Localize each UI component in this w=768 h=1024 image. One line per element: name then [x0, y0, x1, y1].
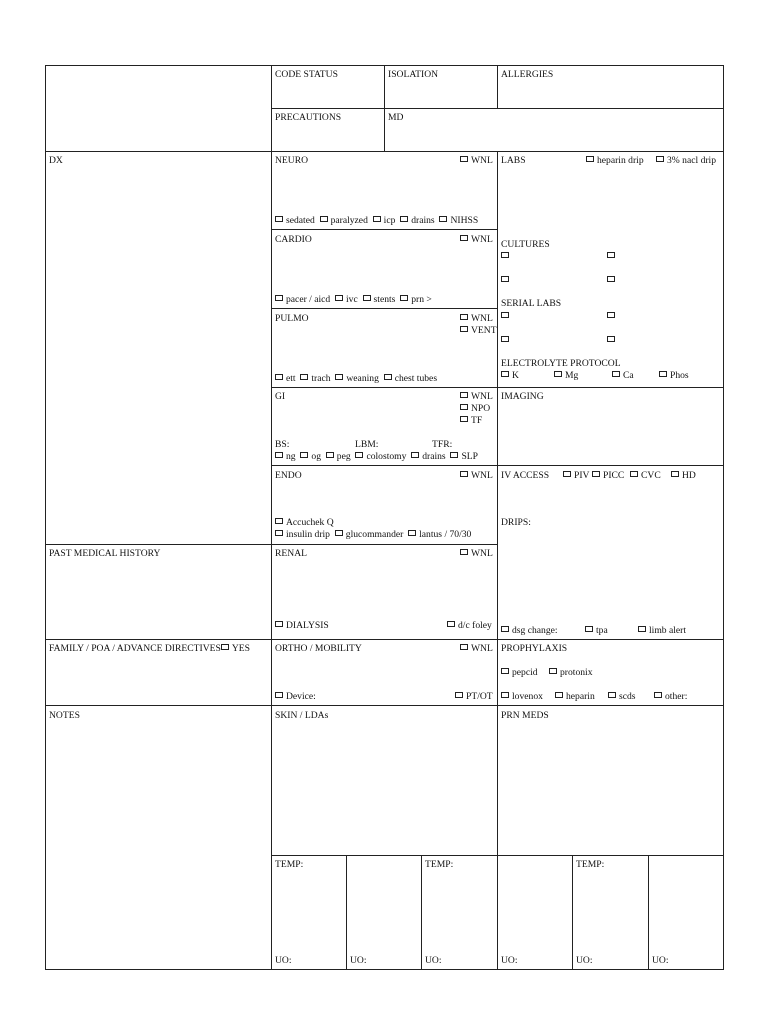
temp-label-1: TEMP: — [275, 859, 304, 870]
lovenox-option — [501, 691, 543, 702]
pepcid-option — [501, 667, 538, 678]
npo-label: NPO — [471, 403, 491, 414]
serial-checkbox-2 — [607, 311, 618, 322]
gi-wnl-checkbox[interactable] — [460, 392, 468, 398]
prn-label: prn > — [411, 294, 432, 305]
neuro-options — [275, 215, 478, 226]
left-row-notes — [45, 705, 272, 706]
k-option — [501, 370, 519, 381]
gi-drains-checkbox[interactable] — [411, 452, 419, 458]
device-label: Device: — [286, 691, 316, 702]
family-yes-checkbox[interactable] — [221, 644, 229, 650]
uo-label-1: UO: — [275, 955, 292, 966]
vitals-divider-2 — [421, 855, 422, 970]
scds-option — [608, 691, 636, 702]
cvc-label: CVC — [641, 470, 661, 481]
cardio-title: CARDIO — [275, 234, 312, 245]
ett-label: ett — [286, 373, 296, 384]
ptot-option — [455, 691, 493, 702]
dc-foley-checkbox[interactable] — [447, 621, 455, 627]
picc-checkbox[interactable] — [592, 471, 600, 477]
picc-label: PICC — [603, 470, 625, 481]
temp-label-2: TEMP: — [425, 859, 454, 870]
limb-alert-label: limb alert — [649, 625, 687, 636]
weaning-checkbox[interactable] — [335, 374, 343, 380]
cardio-wnl-label: WNL — [471, 234, 493, 245]
k-label: K — [512, 370, 519, 381]
chest-tubes-label: chest tubes — [394, 373, 438, 384]
cardio-options — [275, 294, 432, 305]
culture-cb-1[interactable] — [501, 252, 509, 258]
pulmo-title: PULMO — [275, 313, 309, 324]
vitals-divider-3 — [497, 855, 498, 970]
dc-foley-label: d/c foley — [458, 620, 492, 631]
renal-title: RENAL — [275, 548, 307, 559]
gi-drains-label: drains — [422, 451, 446, 462]
accuchek-option — [275, 517, 334, 528]
nacl-drip-label: 3% nacl drip — [667, 155, 717, 166]
trach-checkbox[interactable] — [300, 374, 308, 380]
protonix-label: protonix — [560, 667, 593, 678]
cvc-option — [630, 470, 661, 481]
piv-label: PIV — [574, 470, 590, 481]
mid-row-cardio — [271, 229, 498, 230]
og-label: og — [311, 451, 321, 462]
family-yes-label: YES — [231, 643, 250, 654]
pulmo-vent — [460, 325, 497, 336]
culture-checkbox-3 — [501, 275, 512, 286]
cardio-wnl — [460, 234, 493, 245]
serial-cb-3[interactable] — [501, 336, 509, 342]
pmh-label: PAST MEDICAL HISTORY — [49, 548, 161, 559]
scds-checkbox[interactable] — [608, 692, 616, 698]
dx-label: DX — [49, 155, 63, 166]
iv-access-title: IV ACCESS — [501, 470, 550, 481]
gi-tf — [460, 415, 482, 426]
paralyzed-checkbox[interactable] — [320, 216, 328, 222]
prn-meds-title: PRN MEDS — [501, 710, 549, 721]
bs-label: BS: — [275, 439, 290, 450]
neuro-drains-label: drains — [411, 215, 435, 226]
precautions-label: PRECAUTIONS — [275, 112, 342, 123]
piv-checkbox[interactable] — [563, 471, 571, 477]
gi-npo — [460, 403, 490, 414]
og-checkbox[interactable] — [300, 452, 308, 458]
col-divider-2b — [497, 151, 498, 856]
nihss-checkbox[interactable] — [439, 216, 447, 222]
family-text: FAMILY / POA / ADVANCE DIRECTIVES — [49, 643, 221, 654]
limb-alert-checkbox[interactable] — [638, 626, 646, 632]
mid-row-endo — [271, 465, 724, 466]
culture-cb-2[interactable] — [607, 252, 615, 258]
tpa-option — [585, 625, 608, 636]
colostomy-label: colostomy — [366, 451, 407, 462]
vitals-divider-5 — [648, 855, 649, 970]
weaning-label: weaning — [346, 373, 379, 384]
ca-checkbox[interactable] — [612, 371, 620, 377]
glucommander-label: glucommander — [345, 529, 404, 540]
nacl-drip-checkbox[interactable] — [656, 156, 664, 162]
neuro-drains-checkbox[interactable] — [400, 216, 408, 222]
serial-cb-1[interactable] — [501, 312, 509, 318]
serial-cb-4[interactable] — [607, 336, 615, 342]
nihss-label: NIHSS — [450, 215, 479, 226]
culture-cb-3[interactable] — [501, 276, 509, 282]
dsg-change-option — [501, 625, 558, 636]
ptot-checkbox[interactable] — [455, 692, 463, 698]
culture-cb-4[interactable] — [607, 276, 615, 282]
isolation-label: ISOLATION — [388, 69, 439, 80]
lantus-checkbox[interactable] — [408, 530, 416, 536]
uo-label-6: UO: — [652, 955, 669, 966]
pacer-checkbox[interactable] — [275, 295, 283, 301]
mid-row-skin — [271, 705, 724, 706]
chest-tubes-checkbox[interactable] — [384, 374, 392, 380]
serial-checkbox-1 — [501, 311, 512, 322]
vent-checkbox[interactable] — [460, 326, 468, 332]
mg-label: Mg — [565, 370, 579, 381]
dc-foley-option — [447, 620, 492, 631]
slp-label: SLP — [461, 451, 479, 462]
insulin-drip-label: insulin drip — [286, 529, 330, 540]
trach-label: trach — [311, 373, 331, 384]
culture-checkbox-2 — [607, 251, 618, 262]
ptot-label: PT/OT — [466, 691, 493, 702]
pepcid-checkbox[interactable] — [501, 668, 509, 674]
ortho-wnl-label: WNL — [471, 643, 493, 654]
mid-row-ortho — [271, 639, 724, 640]
tf-checkbox[interactable] — [460, 416, 468, 422]
pulmo-options — [275, 373, 437, 384]
drips-label: DRIPS: — [501, 517, 531, 528]
cvc-checkbox[interactable] — [630, 471, 638, 477]
gi-wnl — [460, 391, 493, 402]
ortho-wnl — [460, 643, 493, 654]
hd-label: HD — [682, 470, 696, 481]
mid-row-renal — [271, 544, 498, 545]
accuchek-checkbox[interactable] — [275, 518, 283, 524]
neuro-wnl — [460, 155, 493, 166]
neuro-title: NEURO — [275, 155, 309, 166]
gi-title: GI — [275, 391, 286, 402]
culture-checkbox-4 — [607, 275, 618, 286]
left-row-family — [45, 639, 272, 640]
col-divider-1 — [271, 65, 272, 970]
uo-label-3: UO: — [425, 955, 442, 966]
heparin-drip-option — [586, 155, 644, 166]
serial-checkbox-4 — [607, 335, 618, 346]
header-bottom-line — [45, 151, 724, 152]
dialysis-option — [275, 620, 329, 631]
limb-alert-option — [638, 625, 686, 636]
other-label: other: — [665, 691, 688, 702]
temp-label-3: TEMP: — [576, 859, 605, 870]
serial-labs-label: SERIAL LABS — [501, 298, 562, 309]
pulmo-wnl-checkbox[interactable] — [460, 314, 468, 320]
endo-wnl-checkbox[interactable] — [460, 471, 468, 477]
code-status-label: CODE STATUS — [275, 69, 338, 80]
accuchek-label: Accuchek Q — [286, 517, 334, 528]
notes-label: NOTES — [49, 710, 80, 721]
phos-option — [659, 370, 689, 381]
mg-checkbox[interactable] — [554, 371, 562, 377]
dsg-change-label: dsg change: — [512, 625, 558, 636]
picc-option — [592, 470, 624, 481]
mg-option — [554, 370, 578, 381]
lantus-label: lantus / 70/30 — [419, 529, 472, 540]
ivc-label: ivc — [346, 294, 358, 305]
tpa-label: tpa — [596, 625, 608, 636]
serial-cb-2[interactable] — [607, 312, 615, 318]
hd-option — [671, 470, 696, 481]
neuro-wnl-checkbox[interactable] — [460, 156, 468, 162]
ca-label: Ca — [623, 370, 634, 381]
frame-bottom — [45, 969, 724, 970]
piv-option — [563, 470, 589, 481]
proph-heparin-option — [555, 691, 595, 702]
tfr-label: TFR: — [432, 439, 453, 450]
pepcid-label: pepcid — [512, 667, 538, 678]
dialysis-label: DIALYSIS — [286, 620, 329, 631]
pacer-label: pacer / aicd — [286, 294, 331, 305]
ng-label: ng — [286, 451, 296, 462]
nacl-drip-option — [656, 155, 716, 166]
header-row-line — [271, 108, 724, 109]
renal-wnl-checkbox[interactable] — [460, 549, 468, 555]
cardio-wnl-checkbox[interactable] — [460, 235, 468, 241]
phos-checkbox[interactable] — [659, 371, 667, 377]
frame-left — [45, 65, 46, 970]
other-checkbox[interactable] — [654, 692, 662, 698]
ortho-title: ORTHO / MOBILITY — [275, 643, 362, 654]
device-option — [275, 691, 316, 702]
neuro-wnl-label: WNL — [471, 155, 493, 166]
imaging-title: IMAGING — [501, 391, 544, 402]
prn-checkbox[interactable] — [400, 295, 408, 301]
npo-checkbox[interactable] — [460, 404, 468, 410]
stents-label: stents — [373, 294, 396, 305]
sedated-label: sedated — [286, 215, 315, 226]
uo-label-5: UO: — [576, 955, 593, 966]
frame-right — [723, 65, 724, 970]
pulmo-wnl — [460, 313, 493, 324]
allergies-label: ALLERGIES — [501, 69, 554, 80]
stents-checkbox[interactable] — [363, 295, 371, 301]
icp-label: icp — [383, 215, 396, 226]
lovenox-label: lovenox — [512, 691, 543, 702]
proph-heparin-checkbox[interactable] — [555, 692, 563, 698]
hd-checkbox[interactable] — [671, 471, 679, 477]
md-label: MD — [388, 112, 404, 123]
skin-title: SKIN / LDAs — [275, 710, 329, 721]
insulin-drip-checkbox[interactable] — [275, 530, 283, 536]
device-checkbox[interactable] — [275, 692, 283, 698]
culture-checkbox-1 — [501, 251, 512, 262]
peg-checkbox[interactable] — [326, 452, 334, 458]
ortho-wnl-checkbox[interactable] — [460, 644, 468, 650]
vitals-divider-4 — [572, 855, 573, 970]
lbm-label: LBM: — [355, 439, 379, 450]
k-checkbox[interactable] — [501, 371, 509, 377]
ca-option — [612, 370, 634, 381]
mid-row-gi — [271, 387, 724, 388]
phos-label: Phos — [670, 370, 689, 381]
cultures-label: CULTURES — [501, 239, 550, 250]
endo-title: ENDO — [275, 470, 302, 481]
gi-options — [275, 451, 478, 462]
mid-row-pulmo — [271, 308, 498, 309]
slp-checkbox[interactable] — [450, 452, 458, 458]
sedated-checkbox[interactable] — [275, 216, 283, 222]
uo-label-4: UO: — [501, 955, 518, 966]
uo-label-2: UO: — [350, 955, 367, 966]
ett-checkbox[interactable] — [275, 374, 283, 380]
endo-wnl-label: WNL — [471, 470, 493, 481]
endo-wnl — [460, 470, 493, 481]
dsg-change-checkbox[interactable] — [501, 626, 509, 632]
icp-checkbox[interactable] — [373, 216, 381, 222]
labs-title: LABS — [501, 155, 526, 166]
glucommander-checkbox[interactable] — [335, 530, 343, 536]
family-label — [49, 643, 250, 654]
vent-label: VENT — [471, 325, 497, 336]
vitals-divider-1 — [346, 855, 347, 970]
tpa-checkbox[interactable] — [585, 626, 593, 632]
ng-checkbox[interactable] — [275, 452, 283, 458]
lovenox-checkbox[interactable] — [501, 692, 509, 698]
colostomy-checkbox[interactable] — [355, 452, 363, 458]
renal-wnl-label: WNL — [471, 548, 493, 559]
left-row-pmh — [45, 544, 272, 545]
endo-options — [275, 529, 471, 540]
serial-checkbox-3 — [501, 335, 512, 346]
ivc-checkbox[interactable] — [335, 295, 343, 301]
tf-label: TF — [471, 415, 483, 426]
heparin-drip-label: heparin drip — [597, 155, 644, 166]
pulmo-wnl-label: WNL — [471, 313, 493, 324]
gi-wnl-label: WNL — [471, 391, 493, 402]
proph-heparin-label: heparin — [566, 691, 595, 702]
dialysis-checkbox[interactable] — [275, 621, 283, 627]
other-option — [654, 691, 687, 702]
electrolyte-protocol-label: ELECTROLYTE PROTOCOL — [501, 358, 621, 369]
protonix-option — [549, 667, 593, 678]
scds-label: scds — [619, 691, 636, 702]
prophylaxis-title: PROPHYLAXIS — [501, 643, 568, 654]
col-divider-2 — [497, 65, 498, 109]
heparin-drip-checkbox[interactable] — [586, 156, 594, 162]
protonix-checkbox[interactable] — [549, 668, 557, 674]
paralyzed-label: paralyzed — [330, 215, 368, 226]
renal-wnl — [460, 548, 493, 559]
peg-label: peg — [336, 451, 351, 462]
